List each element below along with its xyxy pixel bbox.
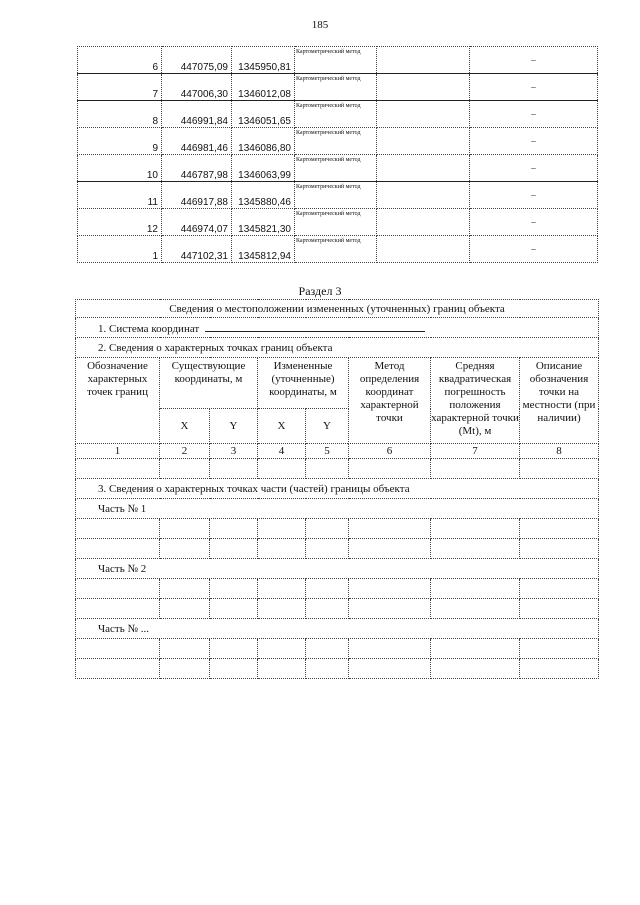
empty-cell: [349, 459, 431, 479]
description-cell: –: [470, 47, 598, 74]
empty-cell: [210, 599, 258, 619]
table-row: [76, 599, 599, 619]
description-cell: –: [470, 236, 598, 263]
part-label: Часть № 2: [76, 559, 599, 579]
header-y: Y: [306, 409, 349, 444]
table-row: [78, 128, 598, 155]
empty-cell: [431, 519, 520, 539]
y-coordinate: 1346051,65: [232, 101, 295, 128]
y-coordinate: 1345880,46: [232, 182, 295, 209]
point-number: 1: [78, 236, 162, 263]
empty-cell: [160, 539, 210, 559]
empty-cell: [349, 639, 431, 659]
method-cell: Картометрический метод: [295, 155, 377, 182]
point-number: 12: [78, 209, 162, 236]
point-number: 7: [78, 74, 162, 101]
empty-cell: [306, 599, 349, 619]
y-coordinate: 1345821,30: [232, 209, 295, 236]
method-cell: Картометрический метод: [295, 74, 377, 101]
empty-cell: [210, 459, 258, 479]
table-row: [78, 155, 598, 182]
empty-cell: [258, 519, 306, 539]
empty-cell: [520, 519, 599, 539]
header-description: Описание обозначения точки на местности (при наличии): [520, 358, 599, 444]
empty-cell: [210, 639, 258, 659]
empty-cell: [377, 47, 470, 74]
table-row: [76, 659, 599, 679]
table-row: [76, 539, 599, 559]
empty-cell: [431, 459, 520, 479]
empty-cell: [76, 659, 160, 679]
header-y: Y: [210, 409, 258, 444]
empty-cell: [349, 579, 431, 599]
empty-cell: [306, 639, 349, 659]
empty-cell: [210, 519, 258, 539]
parts-label: 3. Сведения о характерных точках части (частей) границы объекта: [76, 479, 599, 499]
empty-cell: [377, 236, 470, 263]
empty-cell: [431, 579, 520, 599]
header-x: X: [160, 409, 210, 444]
empty-cell: [258, 459, 306, 479]
empty-cell: [306, 579, 349, 599]
description-cell: –: [470, 128, 598, 155]
empty-cell: [76, 519, 160, 539]
empty-cell: [520, 579, 599, 599]
part-label: Часть № 1: [76, 499, 599, 519]
empty-cell: [210, 539, 258, 559]
x-coordinate: 447075,09: [162, 47, 232, 74]
section-title: Раздел 3: [298, 284, 342, 298]
table-row: [76, 639, 599, 659]
empty-cell: [431, 639, 520, 659]
coord-system-row: [76, 318, 599, 338]
point-number: 8: [78, 101, 162, 128]
table-row: [76, 519, 599, 539]
empty-cell: [210, 579, 258, 599]
column-number: 2: [160, 444, 210, 459]
empty-cell: [520, 459, 599, 479]
x-coordinate: 446917,88: [162, 182, 232, 209]
method-cell: Картометрический метод: [295, 128, 377, 155]
column-number: 3: [210, 444, 258, 459]
column-number: 5: [306, 444, 349, 459]
empty-cell: [520, 539, 599, 559]
y-coordinate: 1345812,94: [232, 236, 295, 263]
method-cell: Картометрический метод: [295, 236, 377, 263]
y-coordinate: 1346086,80: [232, 128, 295, 155]
x-coordinate: 447102,31: [162, 236, 232, 263]
column-number: 1: [76, 444, 160, 459]
description-cell: –: [470, 101, 598, 128]
method-cell: Картометрический метод: [295, 101, 377, 128]
empty-cell: [160, 659, 210, 679]
empty-cell: [377, 74, 470, 101]
empty-cell: [349, 519, 431, 539]
header-x: X: [258, 409, 306, 444]
x-coordinate: 446991,84: [162, 101, 232, 128]
header-changed: Измененные (уточненные) координаты, м: [258, 358, 349, 409]
empty-cell: [431, 659, 520, 679]
empty-cell: [160, 519, 210, 539]
empty-cell: [160, 579, 210, 599]
coordinates-table: [77, 46, 598, 263]
empty-cell: [76, 459, 160, 479]
empty-cell: [160, 599, 210, 619]
empty-cell: [76, 599, 160, 619]
empty-cell: [520, 639, 599, 659]
table-row: [78, 236, 598, 263]
coord-system-field: [205, 320, 425, 332]
method-cell: Картометрический метод: [295, 182, 377, 209]
empty-cell: [520, 659, 599, 679]
empty-cell: [349, 599, 431, 619]
table-row: [78, 101, 598, 128]
description-cell: –: [470, 155, 598, 182]
empty-cell: [431, 599, 520, 619]
description-cell: –: [470, 74, 598, 101]
method-cell: Картометрический метод: [295, 47, 377, 74]
description-cell: –: [470, 209, 598, 236]
column-numbers-row: [76, 444, 599, 459]
empty-cell: [349, 539, 431, 559]
description-cell: –: [470, 182, 598, 209]
table-title: Сведения о местоположении измененных (уточненных) границ объекта: [76, 300, 599, 318]
empty-cell: [258, 579, 306, 599]
header-existing: Существующие координаты, м: [160, 358, 258, 409]
x-coordinate: 446974,07: [162, 209, 232, 236]
header-designation: Обозначение характерных точек границ: [76, 358, 160, 444]
method-cell: Картометрический метод: [295, 209, 377, 236]
empty-cell: [76, 579, 160, 599]
empty-cell: [160, 459, 210, 479]
page-number: 185: [311, 19, 329, 31]
point-number: 10: [78, 155, 162, 182]
x-coordinate: 446787,98: [162, 155, 232, 182]
empty-cell: [258, 599, 306, 619]
point-number: 9: [78, 128, 162, 155]
empty-cell: [306, 519, 349, 539]
empty-cell: [520, 599, 599, 619]
column-number: 7: [431, 444, 520, 459]
empty-cell: [160, 639, 210, 659]
table-row: [78, 47, 598, 74]
empty-cell: [306, 659, 349, 679]
empty-cell: [258, 639, 306, 659]
points-label: 2. Сведения о характерных точках границ объекта: [76, 338, 599, 358]
part-label: Часть № ...: [76, 619, 599, 639]
y-coordinate: 1346063,99: [232, 155, 295, 182]
empty-cell: [349, 659, 431, 679]
table-row: [76, 459, 599, 479]
empty-cell: [258, 539, 306, 559]
empty-cell: [210, 659, 258, 679]
table-row: [76, 579, 599, 599]
table-row: [78, 182, 598, 209]
column-number: 4: [258, 444, 306, 459]
header-accuracy: Средняя квадратическая погрешность положения характерной точки (Mt), м: [431, 358, 520, 444]
column-number: 6: [349, 444, 431, 459]
empty-cell: [377, 101, 470, 128]
column-number: 8: [520, 444, 599, 459]
x-coordinate: 447006,30: [162, 74, 232, 101]
point-number: 11: [78, 182, 162, 209]
table-row: [78, 74, 598, 101]
empty-cell: [377, 209, 470, 236]
boundary-points-table: [75, 299, 599, 679]
table-row: [78, 209, 598, 236]
y-coordinate: 1345950,81: [232, 47, 295, 74]
empty-cell: [76, 639, 160, 659]
empty-cell: [431, 539, 520, 559]
empty-cell: [306, 459, 349, 479]
point-number: 6: [78, 47, 162, 74]
x-coordinate: 446981,46: [162, 128, 232, 155]
empty-cell: [377, 128, 470, 155]
empty-cell: [258, 659, 306, 679]
empty-cell: [306, 539, 349, 559]
empty-cell: [377, 182, 470, 209]
empty-cell: [377, 155, 470, 182]
coord-system-label: 1. Система координат: [98, 323, 200, 335]
header-method: Метод определения координат характерной точки: [349, 358, 431, 444]
y-coordinate: 1346012,08: [232, 74, 295, 101]
empty-cell: [76, 539, 160, 559]
